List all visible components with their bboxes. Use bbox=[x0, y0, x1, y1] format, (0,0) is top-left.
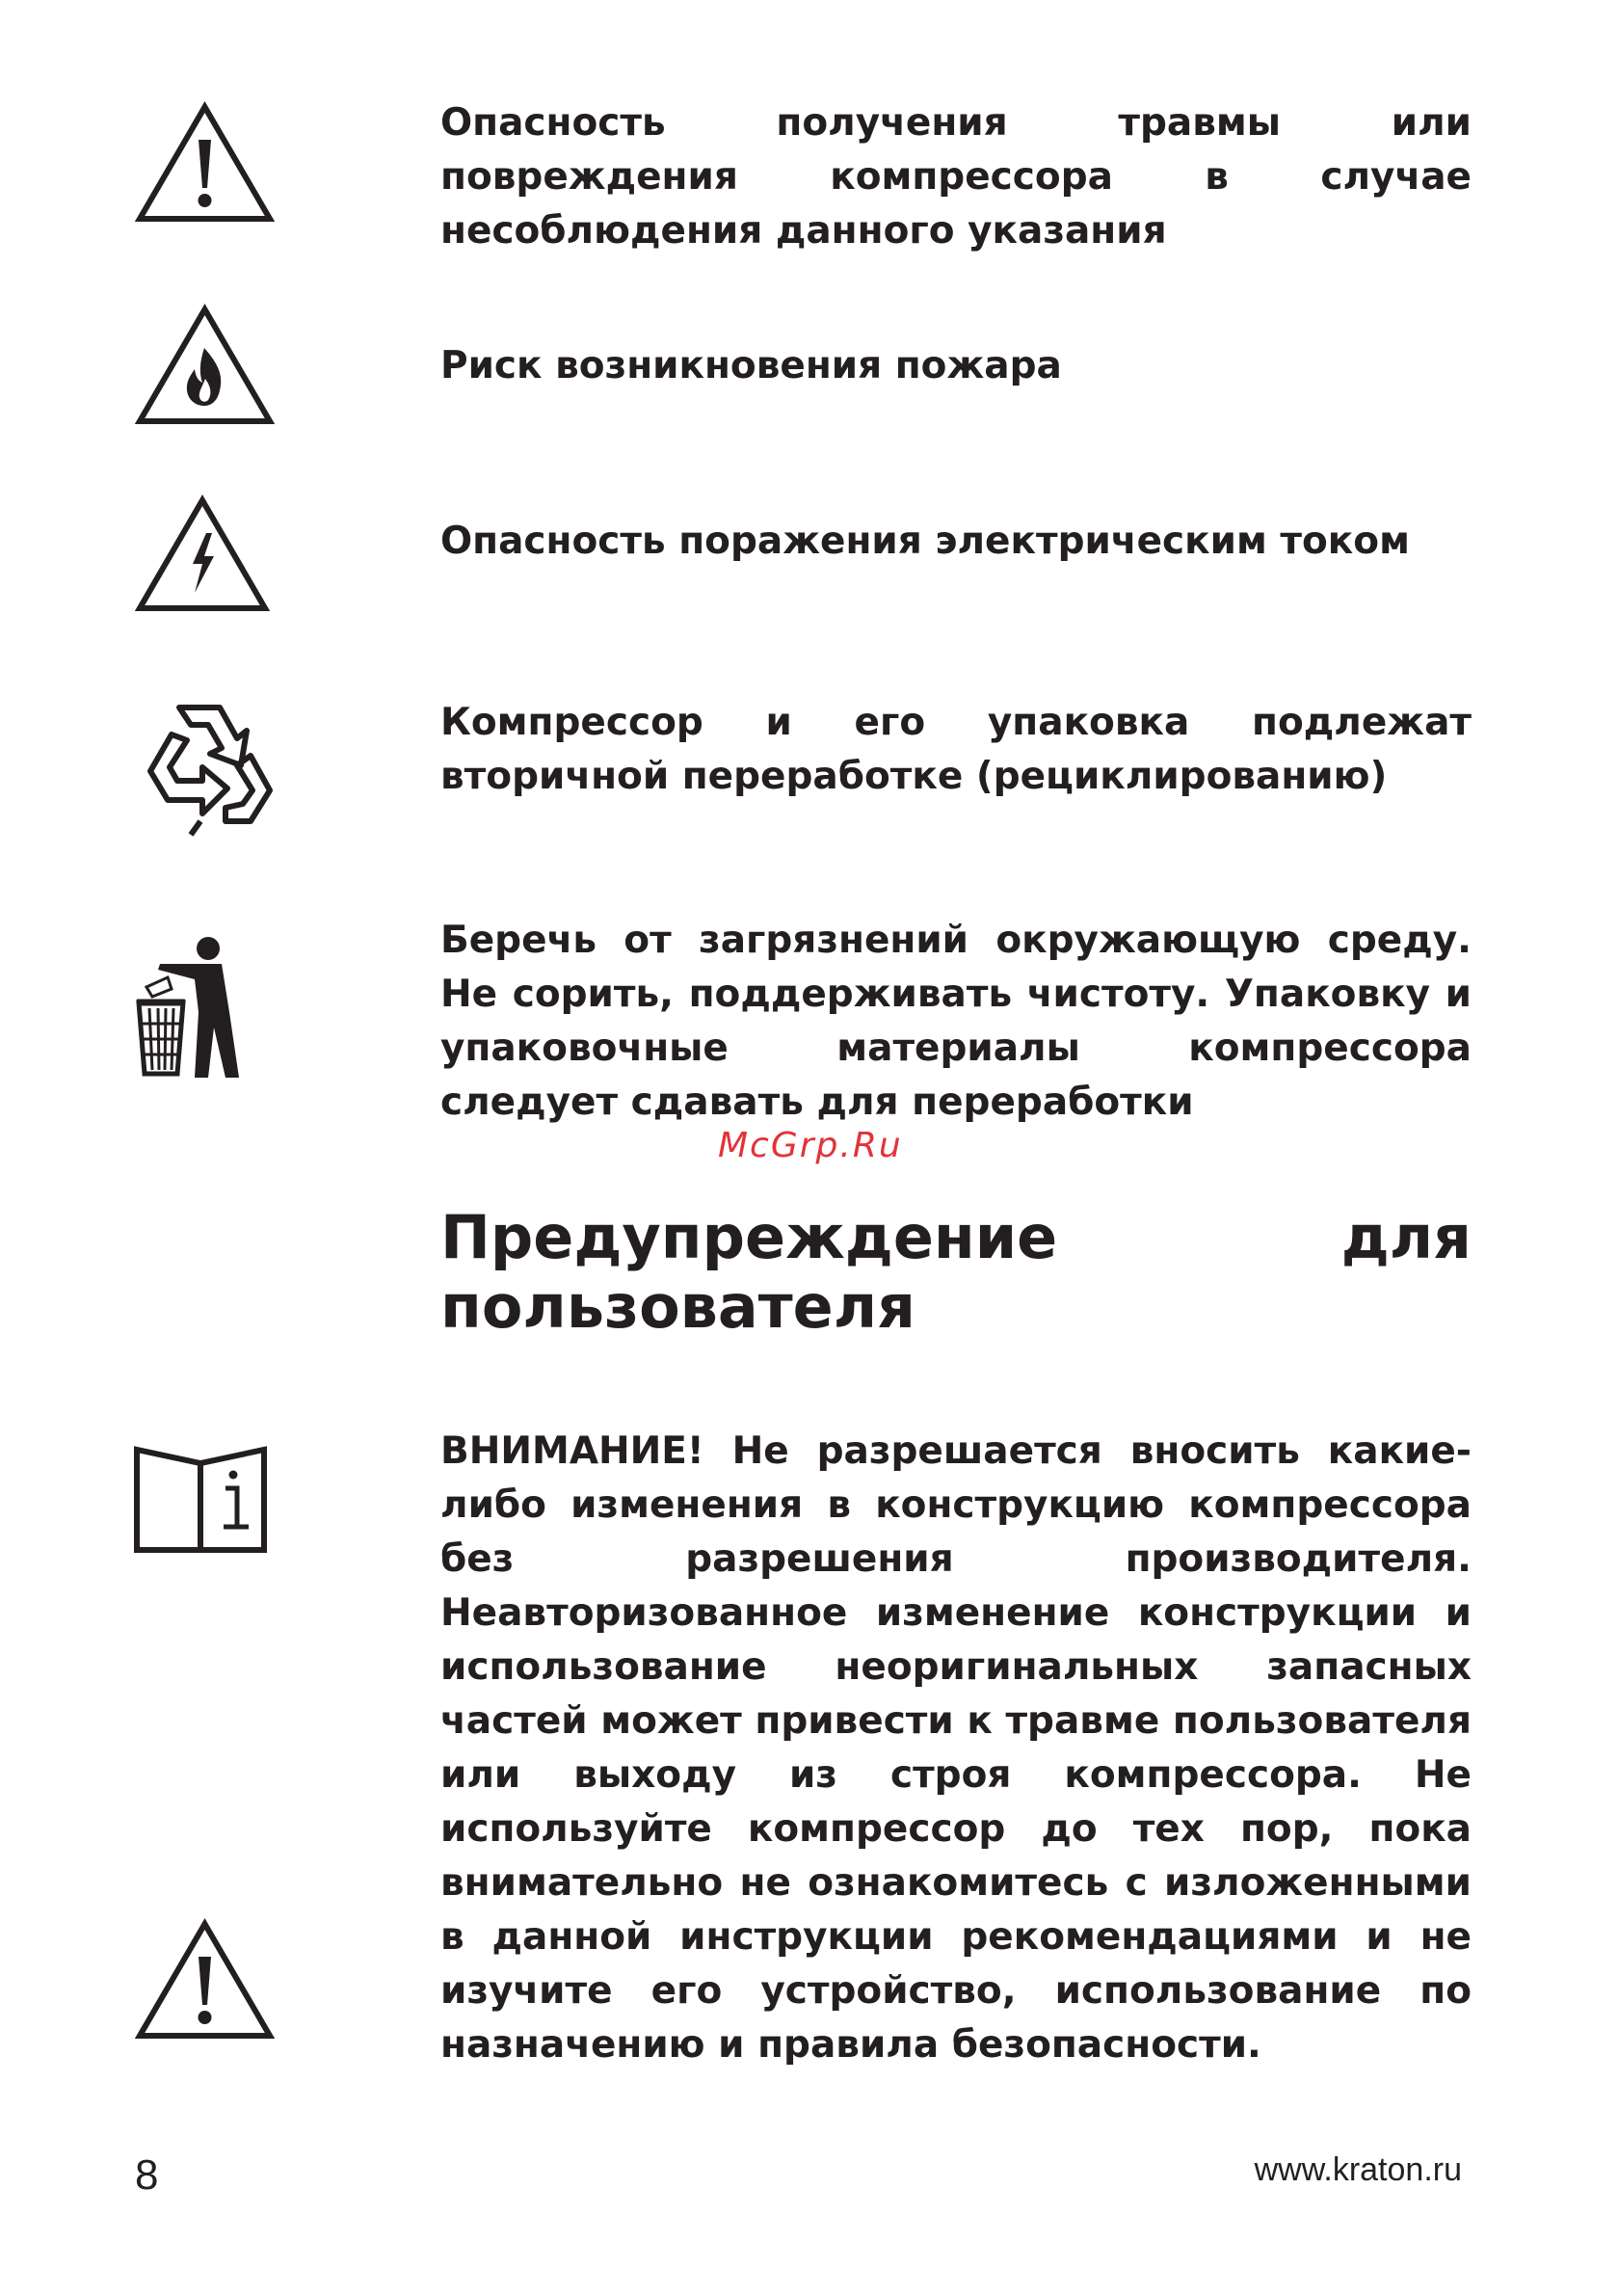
manual-info-icon bbox=[133, 1446, 268, 1558]
website-link[interactable]: www.kraton.ru bbox=[1254, 2151, 1462, 2188]
recycle-icon bbox=[133, 696, 278, 839]
electric-shock-warning-icon bbox=[135, 494, 270, 614]
attention-text: ВНИМАНИЕ! Не разрешается вносить какие-либо изменения в конструкцию компрессора без разрешения производителя. Неавторизованное изменение конструкции и использование неоригинальных запасных частей может привести к травме пользователя или выходу из строя компрессора. Не используйте компрессор до тех пор, пока внимательно не ознакомитесь с изложенными в данной инструкции рекомендациями и не изучите его устройство, использование по назначению и правила безопасности. bbox=[440, 1429, 1472, 2067]
environment-text: Беречь от загрязнений окружающую среду. Не сорить, поддерживать чистоту. Упаковку и упаковочные материалы компрессора следует сдавать для переработки bbox=[440, 919, 1472, 1124]
recycling-text: Компрессор и его упаковка подлежат вторичной переработке (рециклированию) bbox=[440, 701, 1472, 798]
electric-shock-text: Опасность поражения электрическим током bbox=[440, 520, 1410, 563]
page-heading: Предупреждение для пользователя bbox=[440, 1202, 1472, 1342]
page-number: 8 bbox=[135, 2151, 159, 2199]
warning-exclamation-icon bbox=[135, 101, 275, 225]
watermark: McGrp.Ru bbox=[718, 1126, 903, 1165]
fire-warning-icon bbox=[135, 304, 275, 427]
warning-exclamation-icon bbox=[135, 1918, 275, 2042]
litter-bin-icon bbox=[133, 935, 249, 1080]
injury-warning-text: Опасность получения травмы или повреждения компрессора в случае несоблюдения данного указания bbox=[440, 101, 1472, 253]
fire-risk-text: Риск возникновения пожара bbox=[440, 344, 1062, 387]
